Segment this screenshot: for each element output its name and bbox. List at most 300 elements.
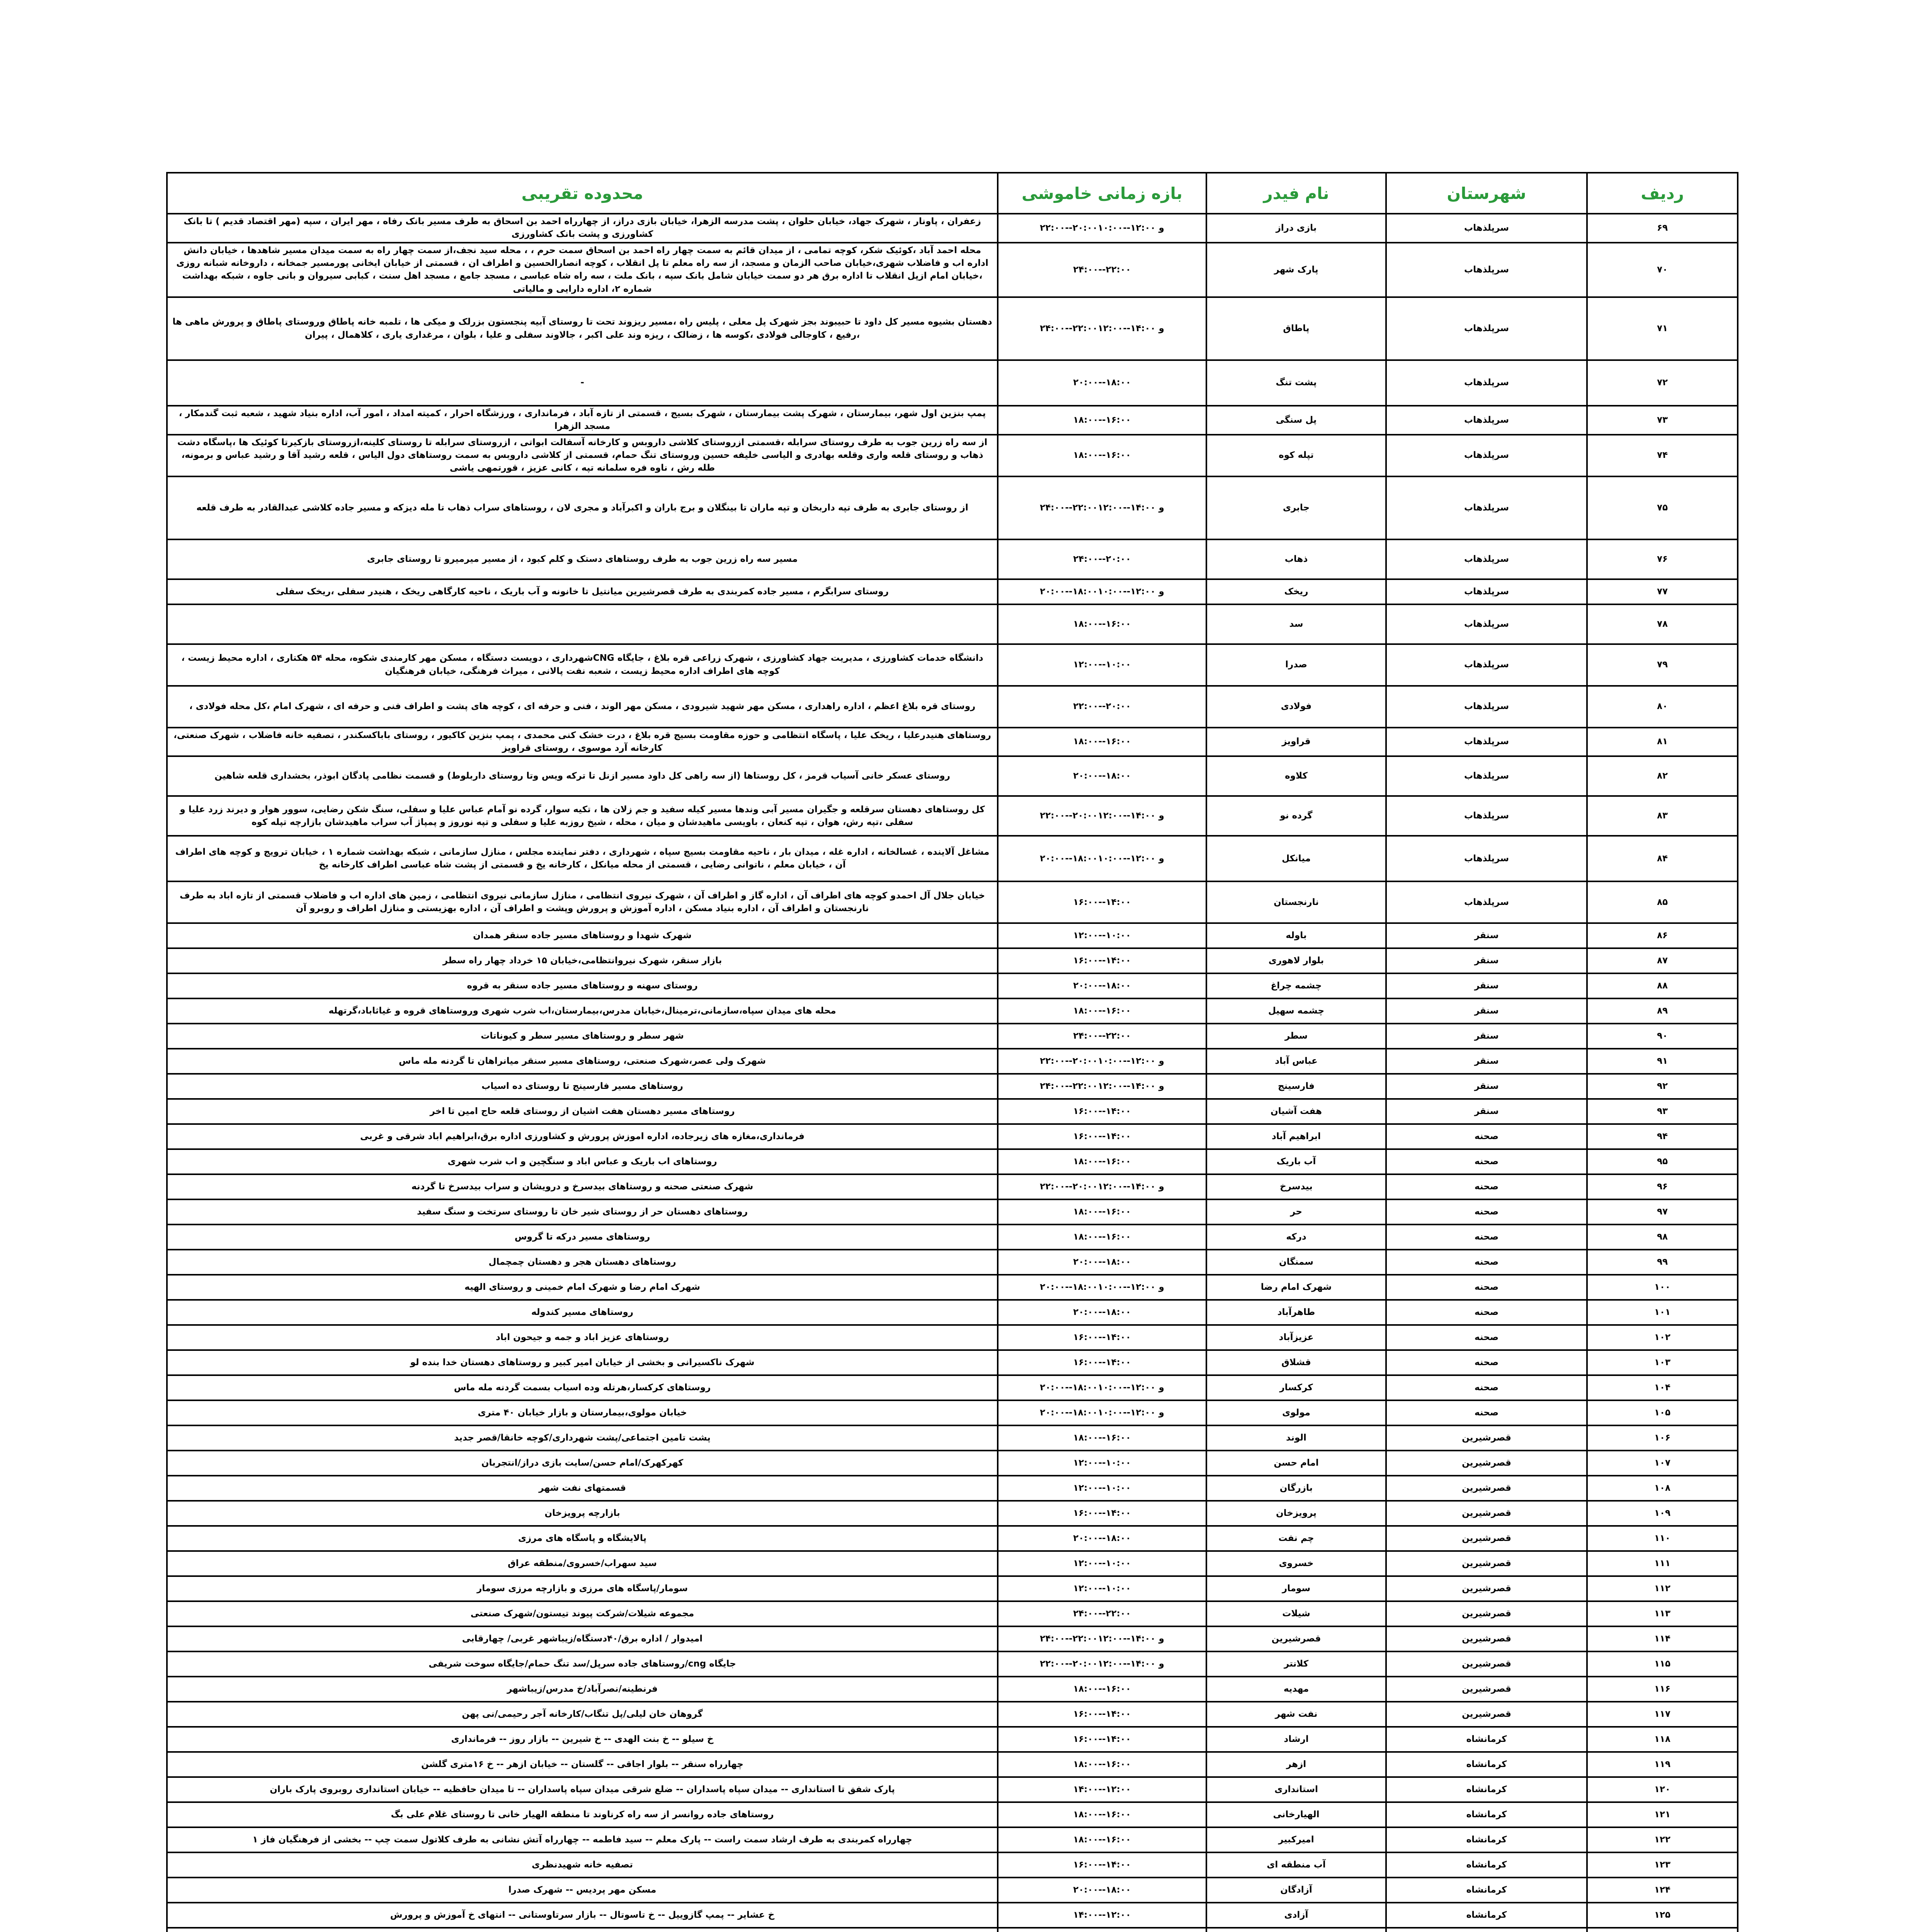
feeder-cell: سطر bbox=[1206, 1024, 1386, 1049]
time-range-cell: ۱۶:۰۰--۱۴:۰۰ bbox=[998, 881, 1206, 923]
time-range-cell: ۲۲:۰۰--۲۰:۰۰و ۱۲:۰۰--۱۰:۰۰ bbox=[998, 214, 1206, 243]
area-cell: امیدوار / اداره برق/۴۰دستگاه/زیباشهر غربی/ چهارقابی bbox=[167, 1626, 998, 1651]
city-cell: کرمانشاه bbox=[1386, 1727, 1587, 1752]
feeder-cell: طاهرآباد bbox=[1206, 1300, 1386, 1325]
feeder-cell: مولوی bbox=[1206, 1400, 1386, 1425]
time-range-cell: ۱۴:۰۰--۱۲:۰۰ bbox=[998, 1777, 1206, 1802]
table-row bbox=[167, 1626, 1738, 1651]
city-cell: صحنه bbox=[1386, 1400, 1587, 1425]
table-row bbox=[167, 1124, 1738, 1149]
table-row bbox=[167, 539, 1738, 579]
area-cell: روستاهای مسیر درکه تا گروس bbox=[167, 1225, 998, 1250]
feeder-cell: شیلات bbox=[1206, 1601, 1386, 1626]
feeder-cell: حر bbox=[1206, 1199, 1386, 1225]
row-number-cell: ۷۴ bbox=[1587, 435, 1738, 476]
time-range-cell: ۲۴:۰۰--۲۲:۰۰و ۱۴:۰۰--۱۲:۰۰ bbox=[998, 1074, 1206, 1099]
row-number-cell: ۱۰۲ bbox=[1587, 1325, 1738, 1350]
feeder-cell: کلاوه bbox=[1206, 756, 1386, 796]
city-cell: قصرشیرین bbox=[1386, 1626, 1587, 1651]
feeder-cell: قراویز bbox=[1206, 728, 1386, 757]
area-cell: پارک شفق تا استانداری -- میدان سپاه پاسداران -- ضلع شرقی میدان سپاه پاسداران -- تا میدان حافظیه -- خیابان استانداری روبروی پارک باران bbox=[167, 1777, 998, 1802]
area-cell: از سه راه زرین جوب به طرف روستای سرابله ،قسمتی ازروستای کلاشی داروبس و کارخانه آسفالت ابواتی ، ازروستای سرابله تا روستای کلینه،ازروستای بازکیرتا کوئیک ها ،پاسگاه دشت ذهاب و روستای قلعه واری وقلعه بهادری و الیاسی خلیفه حسین وروستای تنگ حمام، قسمتی از کلاشی داروبس به سمت روستاهای دول الیاس ، قلعه رشید آقا و رشید عباس و برمونه، طله رش ، ناوه فره سلمانه تپه ، کانی عزیز ، قورتمهی یاشی bbox=[167, 435, 998, 476]
feeder-cell: آب باریک bbox=[1206, 1149, 1386, 1174]
area-cell: مسیر سه راه زرین جوب به طرف روستاهای دستک و کلم کبود ، از مسیر میرمیرو تا روستای جابری bbox=[167, 539, 998, 579]
time-range-cell: ۱۸:۰۰--۱۶:۰۰ bbox=[998, 406, 1206, 435]
city-cell: کرمانشاه bbox=[1386, 1878, 1587, 1903]
area-cell: شهر سطر و روستاهای مسیر سطر و کیوناتات bbox=[167, 1024, 998, 1049]
feeder-cell: خسروی bbox=[1206, 1551, 1386, 1576]
time-range-cell: ۲۲:۰۰--۲۰:۰۰و ۱۲:۰۰--۱۰:۰۰ bbox=[998, 1049, 1206, 1074]
city-cell: کرمانشاه bbox=[1386, 1752, 1587, 1777]
area-cell: بازارچه پرویزخان bbox=[167, 1501, 998, 1526]
time-range-cell: ۲۰:۰۰--۱۸:۰۰و ۱۲:۰۰--۱۰:۰۰ bbox=[998, 1275, 1206, 1300]
area-cell: تصفیه خانه شهیدنظری bbox=[167, 1852, 998, 1878]
time-range-cell: ۱۶:۰۰--۱۴:۰۰ bbox=[998, 1350, 1206, 1375]
time-range-cell: ۱۸:۰۰--۱۶:۰۰ bbox=[998, 435, 1206, 476]
time-range-cell: ۲۴:۰۰--۲۲:۰۰ bbox=[998, 243, 1206, 297]
feeder-cell: شهرک امام رضا bbox=[1206, 1275, 1386, 1300]
city-cell: سرپلذهاب bbox=[1386, 360, 1587, 406]
feeder-cell: تپله کوه bbox=[1206, 435, 1386, 476]
time-range-cell: ۱۶:۰۰--۱۴:۰۰ bbox=[998, 1124, 1206, 1149]
area-cell: گروهان خان لیلی/پل تنگاب/کارخانه آجر رحیمی/نی پهن bbox=[167, 1702, 998, 1727]
time-range-cell: ۲۰:۰۰--۱۸:۰۰ bbox=[998, 1300, 1206, 1325]
city-cell: صحنه bbox=[1386, 1124, 1587, 1149]
feeder-cell: فارسینج bbox=[1206, 1074, 1386, 1099]
table-row bbox=[167, 1852, 1738, 1878]
city-cell: قصرشیرین bbox=[1386, 1576, 1587, 1601]
table-row bbox=[167, 644, 1738, 686]
row-number-cell: ۸۲ bbox=[1587, 756, 1738, 796]
feeder-cell: عزیزآباد bbox=[1206, 1325, 1386, 1350]
row-number-cell: ۱۲۱ bbox=[1587, 1802, 1738, 1827]
table-row bbox=[167, 923, 1738, 948]
table-row bbox=[167, 1777, 1738, 1802]
table-row bbox=[167, 1601, 1738, 1626]
table-row bbox=[167, 881, 1738, 923]
city-cell: قصرشیرین bbox=[1386, 1601, 1587, 1626]
feeder-cell: آزادی bbox=[1206, 1903, 1386, 1928]
row-number-cell: ۸۷ bbox=[1587, 948, 1738, 973]
area-cell: سومار/پاسگاه های مرزی و بازارچه مرزی سومار bbox=[167, 1576, 998, 1601]
city-cell: سرپلذهاب bbox=[1386, 435, 1587, 476]
row-number-cell bbox=[1587, 1928, 1738, 1932]
city-cell: سنقر bbox=[1386, 948, 1587, 973]
table-row bbox=[167, 1651, 1738, 1677]
table-row bbox=[167, 1300, 1738, 1325]
row-number-cell: ۱۰۴ bbox=[1587, 1375, 1738, 1400]
time-range-cell: ۱۶:۰۰--۱۴:۰۰ bbox=[998, 948, 1206, 973]
area-cell: - bbox=[167, 360, 998, 406]
feeder-cell: هفت آشیان bbox=[1206, 1099, 1386, 1124]
city-cell: سرپلذهاب bbox=[1386, 881, 1587, 923]
feeder-cell: پرویزخان bbox=[1206, 1501, 1386, 1526]
table-row bbox=[167, 1350, 1738, 1375]
header-time-range: بازه زمانی خاموشی bbox=[998, 173, 1206, 214]
table-row bbox=[167, 756, 1738, 796]
table-row bbox=[167, 435, 1738, 476]
table-row bbox=[167, 1752, 1738, 1777]
feeder-cell: جابری bbox=[1206, 476, 1386, 539]
row-number-cell: ۱۱۲ bbox=[1587, 1576, 1738, 1601]
feeder-cell: الوند bbox=[1206, 1425, 1386, 1451]
time-range-cell: ۲۰:۰۰--۱۸:۰۰ bbox=[998, 973, 1206, 998]
area-cell: مجموعه شیلات/شرکت پیوند تیستون/شهرک صنعتی bbox=[167, 1601, 998, 1626]
area-cell: قسمتهای نفت شهر bbox=[167, 1476, 998, 1501]
row-number-cell: ۱۱۵ bbox=[1587, 1651, 1738, 1677]
row-number-cell: ۹۵ bbox=[1587, 1149, 1738, 1174]
feeder-cell: ارشاد bbox=[1206, 1727, 1386, 1752]
city-cell: سنقر bbox=[1386, 998, 1587, 1024]
city-cell: قصرشیرین bbox=[1386, 1451, 1587, 1476]
table-row bbox=[167, 1275, 1738, 1300]
feeder-cell: ابراهیم آباد bbox=[1206, 1124, 1386, 1149]
city-cell: قصرشیرین bbox=[1386, 1526, 1587, 1551]
city-cell: صحنه bbox=[1386, 1149, 1587, 1174]
table-row bbox=[167, 1576, 1738, 1601]
time-range-cell: ۱۶:۰۰--۱۴:۰۰ bbox=[998, 1501, 1206, 1526]
table-row bbox=[167, 728, 1738, 757]
time-range-cell: ۲۰:۰۰--۱۸:۰۰ bbox=[998, 1526, 1206, 1551]
table-row bbox=[167, 973, 1738, 998]
city-cell: قصرشیرین bbox=[1386, 1677, 1587, 1702]
time-range-cell: ۲۰:۰۰--۱۸:۰۰ bbox=[998, 756, 1206, 796]
city-cell: قصرشیرین bbox=[1386, 1476, 1587, 1501]
time-range-cell bbox=[998, 1928, 1206, 1932]
area-cell: روستای قره بلاغ اعظم ، اداره راهداری ، مسکن مهر شهید شیرودی ، مسکن مهر الوند ، فنی و حرفه ای ، کوچه های پشت و اطراف فنی و حرفه ای ، شهرک امام ،کل محله فولادی ، bbox=[167, 686, 998, 728]
row-number-cell: ۷۹ bbox=[1587, 644, 1738, 686]
table-row bbox=[167, 1024, 1738, 1049]
city-cell: صحنه bbox=[1386, 1300, 1587, 1325]
time-range-cell: ۱۸:۰۰--۱۶:۰۰ bbox=[998, 1149, 1206, 1174]
row-number-cell: ۷۱ bbox=[1587, 297, 1738, 360]
area-cell: سید سهراب/خسروی/منطقه عراق bbox=[167, 1551, 998, 1576]
area-cell: شهرک صنعتی صحنه و روستاهای بیدسرخ و درویشان و سراب بیدسرخ تا گردنه bbox=[167, 1174, 998, 1199]
feeder-cell: ذهاب bbox=[1206, 539, 1386, 579]
table-row bbox=[167, 1928, 1738, 1932]
row-number-cell: ۱۱۳ bbox=[1587, 1601, 1738, 1626]
area-cell: دهستان بشیوه مسیر کل داود تا حبیبوند بجز شهرک پل معلی ، پلیس راه ،مسیر ریزوند تحت تا روستای آبیه پنجستون بزرلک و میکی ها ، تلمبه خانه پاطاق وروستای پاطاق و پرورش ماهی ها ،رفیع ، کاوجالی فولادی ،کوسه ها ، زضالک ، ریزه وند علی اکبر ، جالاوند سفلی و علیا ، بلوان ، مرغداری یاری ، کلاهمال ، پیران bbox=[167, 297, 998, 360]
time-range-cell: ۲۰:۰۰--۱۸:۰۰و ۱۲:۰۰--۱۰:۰۰ bbox=[998, 1375, 1206, 1400]
city-cell bbox=[1386, 1928, 1587, 1932]
row-number-cell: ۸۸ bbox=[1587, 973, 1738, 998]
feeder-cell: امیرکبیر bbox=[1206, 1827, 1386, 1852]
time-range-cell: ۲۰:۰۰--۱۸:۰۰ bbox=[998, 1250, 1206, 1275]
time-range-cell: ۲۴:۰۰--۲۲:۰۰و ۱۴:۰۰--۱۲:۰۰ bbox=[998, 297, 1206, 360]
area-cell: روستاهای دهستان هجر و دهستان چمچمال bbox=[167, 1250, 998, 1275]
row-number-cell: ۹۹ bbox=[1587, 1250, 1738, 1275]
area-cell: خ سیلو -- خ بنت الهدی -- خ شیرین -- بازار روز -- فرمانداری bbox=[167, 1727, 998, 1752]
table-row bbox=[167, 1425, 1738, 1451]
table-row bbox=[167, 476, 1738, 539]
time-range-cell: ۱۲:۰۰--۱۰:۰۰ bbox=[998, 1476, 1206, 1501]
row-number-cell: ۹۰ bbox=[1587, 1024, 1738, 1049]
city-cell: قصرشیرین bbox=[1386, 1702, 1587, 1727]
time-range-cell: ۲۴:۰۰--۲۲:۰۰ bbox=[998, 1601, 1206, 1626]
city-cell: سرپلذهاب bbox=[1386, 476, 1587, 539]
row-number-cell: ۱۰۶ bbox=[1587, 1425, 1738, 1451]
table-row bbox=[167, 406, 1738, 435]
header-area: محدوده تقریبی bbox=[167, 173, 998, 214]
table-row bbox=[167, 1727, 1738, 1752]
time-range-cell: ۱۸:۰۰--۱۶:۰۰ bbox=[998, 1752, 1206, 1777]
area-cell: روستاهای مسیر کندوله bbox=[167, 1300, 998, 1325]
city-cell: سنقر bbox=[1386, 1024, 1587, 1049]
header-feeder: نام فیدر bbox=[1206, 173, 1386, 214]
time-range-cell: ۲۴:۰۰--۲۲:۰۰ bbox=[998, 1024, 1206, 1049]
time-range-cell: ۲۲:۰۰--۲۰:۰۰و ۱۴:۰۰--۱۲:۰۰ bbox=[998, 1174, 1206, 1199]
table-row bbox=[167, 1174, 1738, 1199]
row-number-cell: ۸۳ bbox=[1587, 796, 1738, 836]
city-cell: صحنه bbox=[1386, 1275, 1587, 1300]
row-number-cell: ۱۱۰ bbox=[1587, 1526, 1738, 1551]
table-row bbox=[167, 1802, 1738, 1827]
time-range-cell: ۱۲:۰۰--۱۰:۰۰ bbox=[998, 1576, 1206, 1601]
city-cell: سرپلذهاب bbox=[1386, 297, 1587, 360]
city-cell: سرپلذهاب bbox=[1386, 406, 1587, 435]
time-range-cell: ۱۶:۰۰--۱۴:۰۰ bbox=[998, 1702, 1206, 1727]
table-row bbox=[167, 948, 1738, 973]
row-number-cell: ۱۲۰ bbox=[1587, 1777, 1738, 1802]
time-range-cell: ۱۶:۰۰--۱۴:۰۰ bbox=[998, 1727, 1206, 1752]
area-cell bbox=[167, 1928, 998, 1932]
area-cell: دانشگاه خدمات کشاورزی ، مدیریت جهاد کشاورزی ، شهرک زراعی قره بلاغ ، جایگاه CNGشهرداری ، دویست دستگاه ، مسکن مهر کارمندی شکوه، محله ۵۴ هکتاری ، اداره محیط زیست ، کوچه های اطراف اداره محیط زیست ، شعبه نفت پالانی ، میراث فرهنگی، خیابان فرهنگیان bbox=[167, 644, 998, 686]
blackout-schedule-page bbox=[166, 172, 1737, 1932]
table-row bbox=[167, 214, 1738, 243]
table-row bbox=[167, 243, 1738, 297]
feeder-cell: سومار bbox=[1206, 1576, 1386, 1601]
time-range-cell: ۱۸:۰۰--۱۶:۰۰ bbox=[998, 604, 1206, 644]
feeder-cell: نفت شهر bbox=[1206, 1702, 1386, 1727]
row-number-cell: ۹۶ bbox=[1587, 1174, 1738, 1199]
feeder-cell: سمنگان bbox=[1206, 1250, 1386, 1275]
feeder-cell: بلوار لاهوری bbox=[1206, 948, 1386, 973]
table-row bbox=[167, 686, 1738, 728]
feeder-cell: الهیارخانی bbox=[1206, 1802, 1386, 1827]
row-number-cell: ۱۲۴ bbox=[1587, 1878, 1738, 1903]
area-cell: روستاهای کرکسار،هرتله وده اسیاب بسمت گردنه مله ماس bbox=[167, 1375, 998, 1400]
row-number-cell: ۱۱۸ bbox=[1587, 1727, 1738, 1752]
table-row bbox=[167, 1827, 1738, 1852]
table-row bbox=[167, 1325, 1738, 1350]
area-cell: روستاهای مسیر فارسینج تا روستای ده اسیاب bbox=[167, 1074, 998, 1099]
area-cell: روستای سهنه و روستاهای مسیر جاده سنقر به قروه bbox=[167, 973, 998, 998]
time-range-cell: ۱۶:۰۰--۱۴:۰۰ bbox=[998, 1852, 1206, 1878]
feeder-cell bbox=[1206, 1928, 1386, 1932]
city-cell: کرمانشاه bbox=[1386, 1802, 1587, 1827]
city-cell: سرپلذهاب bbox=[1386, 644, 1587, 686]
row-number-cell: ۷۳ bbox=[1587, 406, 1738, 435]
feeder-cell: بازرگان bbox=[1206, 1476, 1386, 1501]
time-range-cell: ۱۸:۰۰--۱۶:۰۰ bbox=[998, 1677, 1206, 1702]
city-cell: قصرشیرین bbox=[1386, 1425, 1587, 1451]
city-cell: سنقر bbox=[1386, 1099, 1587, 1124]
table-row bbox=[167, 1903, 1738, 1928]
time-range-cell: ۱۲:۰۰--۱۰:۰۰ bbox=[998, 644, 1206, 686]
city-cell: سنقر bbox=[1386, 1049, 1587, 1074]
row-number-cell: ۹۳ bbox=[1587, 1099, 1738, 1124]
area-cell: چهارراه کمربندی به طرف ارشاد سمت راست -- پارک معلم -- سید فاطمه -- چهارراه آتش نشانی به طرف کلاتول سمت چپ -- بخشی از فرهنگیان فاز ۱ bbox=[167, 1827, 998, 1852]
table-row bbox=[167, 1677, 1738, 1702]
city-cell: قصرشیرین bbox=[1386, 1551, 1587, 1576]
time-range-cell: ۱۸:۰۰--۱۶:۰۰ bbox=[998, 998, 1206, 1024]
feeder-cell: کلانتر bbox=[1206, 1651, 1386, 1677]
area-cell: شهرک شهدا و روستاهای مسیر جاده سنقر همدان bbox=[167, 923, 998, 948]
city-cell: سرپلذهاب bbox=[1386, 214, 1587, 243]
table-row bbox=[167, 1199, 1738, 1225]
row-number-cell: ۱۲۲ bbox=[1587, 1827, 1738, 1852]
feeder-cell: استانداری bbox=[1206, 1777, 1386, 1802]
city-cell: صحنه bbox=[1386, 1174, 1587, 1199]
table-header-row bbox=[167, 173, 1738, 214]
city-cell: قصرشیرین bbox=[1386, 1501, 1587, 1526]
table-row bbox=[167, 836, 1738, 881]
feeder-cell: ازهر bbox=[1206, 1752, 1386, 1777]
city-cell: قصرشیرین bbox=[1386, 1651, 1587, 1677]
row-number-cell: ۸۶ bbox=[1587, 923, 1738, 948]
feeder-cell: بازی دراز bbox=[1206, 214, 1386, 243]
table-row bbox=[167, 1476, 1738, 1501]
feeder-cell: عباس آباد bbox=[1206, 1049, 1386, 1074]
row-number-cell: ۱۱۷ bbox=[1587, 1702, 1738, 1727]
area-cell: روستاهای اب باریک و عباس اباد و سنگچین و اب شرب شهری bbox=[167, 1149, 998, 1174]
table-row bbox=[167, 1250, 1738, 1275]
area-cell: شهرک امام رضا و شهرک امام خمینی و روستای الهیه bbox=[167, 1275, 998, 1300]
feeder-cell: پارک شهر bbox=[1206, 243, 1386, 297]
row-number-cell: ۱۱۹ bbox=[1587, 1752, 1738, 1777]
row-number-cell: ۱۱۱ bbox=[1587, 1551, 1738, 1576]
feeder-cell: پاطاق bbox=[1206, 297, 1386, 360]
city-cell: صحنه bbox=[1386, 1225, 1587, 1250]
feeder-cell: سد bbox=[1206, 604, 1386, 644]
city-cell: سرپلذهاب bbox=[1386, 796, 1587, 836]
time-range-cell: ۱۸:۰۰--۱۶:۰۰ bbox=[998, 1802, 1206, 1827]
time-range-cell: ۲۰:۰۰--۱۸:۰۰و ۱۲:۰۰--۱۰:۰۰ bbox=[998, 836, 1206, 881]
table-row bbox=[167, 1878, 1738, 1903]
area-cell: شهرک ناکسیرانی و بخشی از خیابان امیر کبیر و روستاهای دهستان خدا بنده لو bbox=[167, 1350, 998, 1375]
row-number-cell: ۹۲ bbox=[1587, 1074, 1738, 1099]
feeder-cell: مهدیه bbox=[1206, 1677, 1386, 1702]
city-cell: صحنه bbox=[1386, 1325, 1587, 1350]
feeder-cell: ریخک bbox=[1206, 579, 1386, 604]
feeder-cell: چم نفت bbox=[1206, 1526, 1386, 1551]
time-range-cell: ۱۶:۰۰--۱۴:۰۰ bbox=[998, 1099, 1206, 1124]
row-number-cell: ۱۰۷ bbox=[1587, 1451, 1738, 1476]
row-number-cell: ۱۰۵ bbox=[1587, 1400, 1738, 1425]
time-range-cell: ۲۴:۰۰--۲۰:۰۰ bbox=[998, 539, 1206, 579]
area-cell: پشت تامین اجتماعی/پشت شهرداری/کوچه خانقا/قصر جدید bbox=[167, 1425, 998, 1451]
table-row bbox=[167, 1551, 1738, 1576]
city-cell: سرپلذهاب bbox=[1386, 728, 1587, 757]
area-cell: مشاغل آلاینده ، غسالخانه ، اداره غله ، میدان بار ، ناحیه مقاومت بسیج سپاه ، شهرداری ، دفتر نماینده مجلس ، منازل سازمانی ، شبکه بهداشت شماره ۱ ، خیابان ترویج و کوچه های اطراف آن ، خیابان معلم ، ناتوانی رضایی ، قسمتی از محله میانکل ، کارخانه یخ و قسمتی از پشت شاه عباسی اطراف کارخانه یخ bbox=[167, 836, 998, 881]
feeder-cell: گرده نو bbox=[1206, 796, 1386, 836]
area-cell: روستاهای جاده روانسر از سه راه کرناوند تا منطقه الهیار خانی تا روستای غلام علی بگ bbox=[167, 1802, 998, 1827]
feeder-cell: پشت تنگ bbox=[1206, 360, 1386, 406]
area-cell: محله های میدان سپاه،سازمانی،ترمینال،خیابان مدرس،بیمارستان،اب شرب شهری وروستاهای قروه و غیاثاباد،گرتهله bbox=[167, 998, 998, 1024]
area-cell: خیابان مولوی،بیمارستان و بازار خیابان ۴۰ متری bbox=[167, 1400, 998, 1425]
row-number-cell: ۱۱۶ bbox=[1587, 1677, 1738, 1702]
city-cell: سنقر bbox=[1386, 973, 1587, 998]
table-row bbox=[167, 1049, 1738, 1074]
area-cell: محله احمد آباد ،کوئیک شکر، کوچه تمامی ، از میدان قائم به سمت چهار راه احمد بن اسحاق سمت حرم ، ، محله سید نجف،از سمت چهار راه به سمت میدان مسیر شاهدها ، خیابان دانش اداره اب و فاضلاب شهری،خیابان صاحب الزمان و مسجد، از سه راه معلم تا پل انقلاب ، کوچه انصارالحسین و اطراف ان ، قسمتی از خیابان ایخانی پورمسیر جمخانه ، داروخانه شبانه روزی ،خیابان امام ازپل انقلاب تا اداره برق هر دو سمت خیابان شامل بانک سپه ، بانک ملت ، سه راه شاه عباسی ، مسجد جامع ، مسجد اهل سنت ، کبابی سیروان و بانی جاوه ، شبکه بهداشت شماره ۲، اداره دارایی و مالیاتی bbox=[167, 243, 998, 297]
area-cell: پمپ بنزین اول شهر، بیمارستان ، شهرک پشت بیمارستان ، شهرک بسیج ، قسمتی از تازه آباد ، فرمانداری ، ورزشگاه احرار ، کمیته امداد ، امور آب، اداره بنیاد شهید ، شعبه ثبت گندمکار ، مسجد الزهرا bbox=[167, 406, 998, 435]
row-number-cell: ۱۰۱ bbox=[1587, 1300, 1738, 1325]
feeder-cell: آب منطقه ای bbox=[1206, 1852, 1386, 1878]
city-cell: سرپلذهاب bbox=[1386, 686, 1587, 728]
row-number-cell: ۶۹ bbox=[1587, 214, 1738, 243]
time-range-cell: ۱۲:۰۰--۱۰:۰۰ bbox=[998, 1451, 1206, 1476]
area-cell bbox=[167, 604, 998, 644]
feeder-cell: درکه bbox=[1206, 1225, 1386, 1250]
time-range-cell: ۱۶:۰۰--۱۴:۰۰ bbox=[998, 1325, 1206, 1350]
table-row bbox=[167, 1702, 1738, 1727]
area-cell: بازار سنقر، شهرک نیروانتظامی،خیابان ۱۵ خرداد چهار راه سطر bbox=[167, 948, 998, 973]
blackout-schedule-table bbox=[166, 172, 1738, 1932]
time-range-cell: ۱۸:۰۰--۱۶:۰۰ bbox=[998, 1225, 1206, 1250]
area-cell: فرنطینه/نصرآباد/خ مدرس/زیباشهر bbox=[167, 1677, 998, 1702]
row-number-cell: ۸۹ bbox=[1587, 998, 1738, 1024]
area-cell: روستای سرابگرم ، مسیر جاده کمربندی به طرف قصرشیرین میانتیل تا خانونه و آب باریک ، ناحیه کارگاهی ریخک ، هنیدر سفلی ،ریخک سفلی bbox=[167, 579, 998, 604]
table-row bbox=[167, 297, 1738, 360]
table-row bbox=[167, 1225, 1738, 1250]
row-number-cell: ۷۶ bbox=[1587, 539, 1738, 579]
city-cell: صحنه bbox=[1386, 1375, 1587, 1400]
city-cell: سرپلذهاب bbox=[1386, 243, 1587, 297]
row-number-cell: ۸۴ bbox=[1587, 836, 1738, 881]
city-cell: سرپلذهاب bbox=[1386, 539, 1587, 579]
row-number-cell: ۱۰۸ bbox=[1587, 1476, 1738, 1501]
time-range-cell: ۱۸:۰۰--۱۶:۰۰ bbox=[998, 1827, 1206, 1852]
time-range-cell: ۲۰:۰۰--۱۸:۰۰و ۱۲:۰۰--۱۰:۰۰ bbox=[998, 579, 1206, 604]
area-cell: خیابان جلال آل احمدو کوچه های اطراف آن ، اداره گاز و اطراف آن ، شهرک نیروی انتظامی ، منازل سازمانی نیروی انتظامی ، زمین های اداره اب و فاضلاب قسمتی از تازه اباد به طرف نارنجستان و اطراف آن ، اداره بنیاد مسکن ، اداره آموزش و پرورش وپشت و اطراف آن ، اداره بهزیستی و منازل اطراف و روبرو آن bbox=[167, 881, 998, 923]
feeder-cell: آزادگان bbox=[1206, 1878, 1386, 1903]
table-row bbox=[167, 1400, 1738, 1425]
city-cell: کرمانشاه bbox=[1386, 1852, 1587, 1878]
time-range-cell: ۱۲:۰۰--۱۰:۰۰ bbox=[998, 1551, 1206, 1576]
table-row bbox=[167, 1099, 1738, 1124]
city-cell: کرمانشاه bbox=[1386, 1903, 1587, 1928]
row-number-cell: ۷۵ bbox=[1587, 476, 1738, 539]
area-cell: جایگاه cng/روستاهای جاده سرپل/سد تنگ حمام/جایگاه سوخت شریفی bbox=[167, 1651, 998, 1677]
city-cell: کرمانشاه bbox=[1386, 1827, 1587, 1852]
row-number-cell: ۸۵ bbox=[1587, 881, 1738, 923]
area-cell: پالایشگاه و پاسگاه های مرزی bbox=[167, 1526, 998, 1551]
city-cell: سرپلذهاب bbox=[1386, 579, 1587, 604]
time-range-cell: ۲۰:۰۰--۱۸:۰۰و ۱۲:۰۰--۱۰:۰۰ bbox=[998, 1400, 1206, 1425]
feeder-cell: میانکل bbox=[1206, 836, 1386, 881]
feeder-cell: فولادی bbox=[1206, 686, 1386, 728]
table-row bbox=[167, 1451, 1738, 1476]
time-range-cell: ۲۴:۰۰--۲۲:۰۰و ۱۴:۰۰--۱۲:۰۰ bbox=[998, 476, 1206, 539]
table-row bbox=[167, 1149, 1738, 1174]
row-number-cell: ۹۸ bbox=[1587, 1225, 1738, 1250]
time-range-cell: ۲۰:۰۰--۱۸:۰۰ bbox=[998, 360, 1206, 406]
area-cell: زعفران ، پاونار ، شهرک جهاد، خیابان حلوان ، پشت مدرسه الزهرا، خیابان بازی دراز، از چهارراه احمد بن اسحاق به طرف مسیر بانک رفاه ، مهر ایران ، سپه (مهر اقتصاد قدیم ) تا بانک کشاورزی و پشت بانک کشاورزی bbox=[167, 214, 998, 243]
feeder-cell: کرکسار bbox=[1206, 1375, 1386, 1400]
area-cell: کل روستاهای دهستان سرقلعه و جگیران مسیر آبی وندها مسیر کیله سفید و جم زلان ها ، تکیه سوار، گرده نو آمام عباس علیا و سفلی، سنگ شکن رضایی، سوور هوار و دیرند زرد علیا و سفلی ،تپه رش، هوان ، تپه کنعان ، باویسی ماهیدشان و میان ، محله ، شیخ روزبه علیا و سفلی و تپه نوروز و پمپاژ آب سراب ماهیدشان بازارچه تپله کوه bbox=[167, 796, 998, 836]
time-range-cell: ۲۲:۰۰--۲۰:۰۰و ۱۴:۰۰--۱۲:۰۰ bbox=[998, 796, 1206, 836]
row-number-cell: ۱۰۹ bbox=[1587, 1501, 1738, 1526]
row-number-cell: ۹۱ bbox=[1587, 1049, 1738, 1074]
feeder-cell: چشمه چراغ bbox=[1206, 973, 1386, 998]
row-number-cell: ۷۲ bbox=[1587, 360, 1738, 406]
table-row bbox=[167, 1526, 1738, 1551]
city-cell: صحنه bbox=[1386, 1350, 1587, 1375]
area-cell: روستاهای هنیدرعلیا ، ریخک علیا ، پاسگاه انتظامی و حوزه مقاومت بسیج قره بلاغ ، درت خشک کنی محمدی ، پمپ بنزین کاکیور ، روستای باباکسکندر ، تصفیه خانه فاضلاب ، شهرک صنعتی، کارخانه آرد موسوی ، روستای قراویز bbox=[167, 728, 998, 757]
time-range-cell: ۱۸:۰۰--۱۶:۰۰ bbox=[998, 728, 1206, 757]
time-range-cell: ۲۲:۰۰--۲۰:۰۰ bbox=[998, 686, 1206, 728]
table-row bbox=[167, 1375, 1738, 1400]
